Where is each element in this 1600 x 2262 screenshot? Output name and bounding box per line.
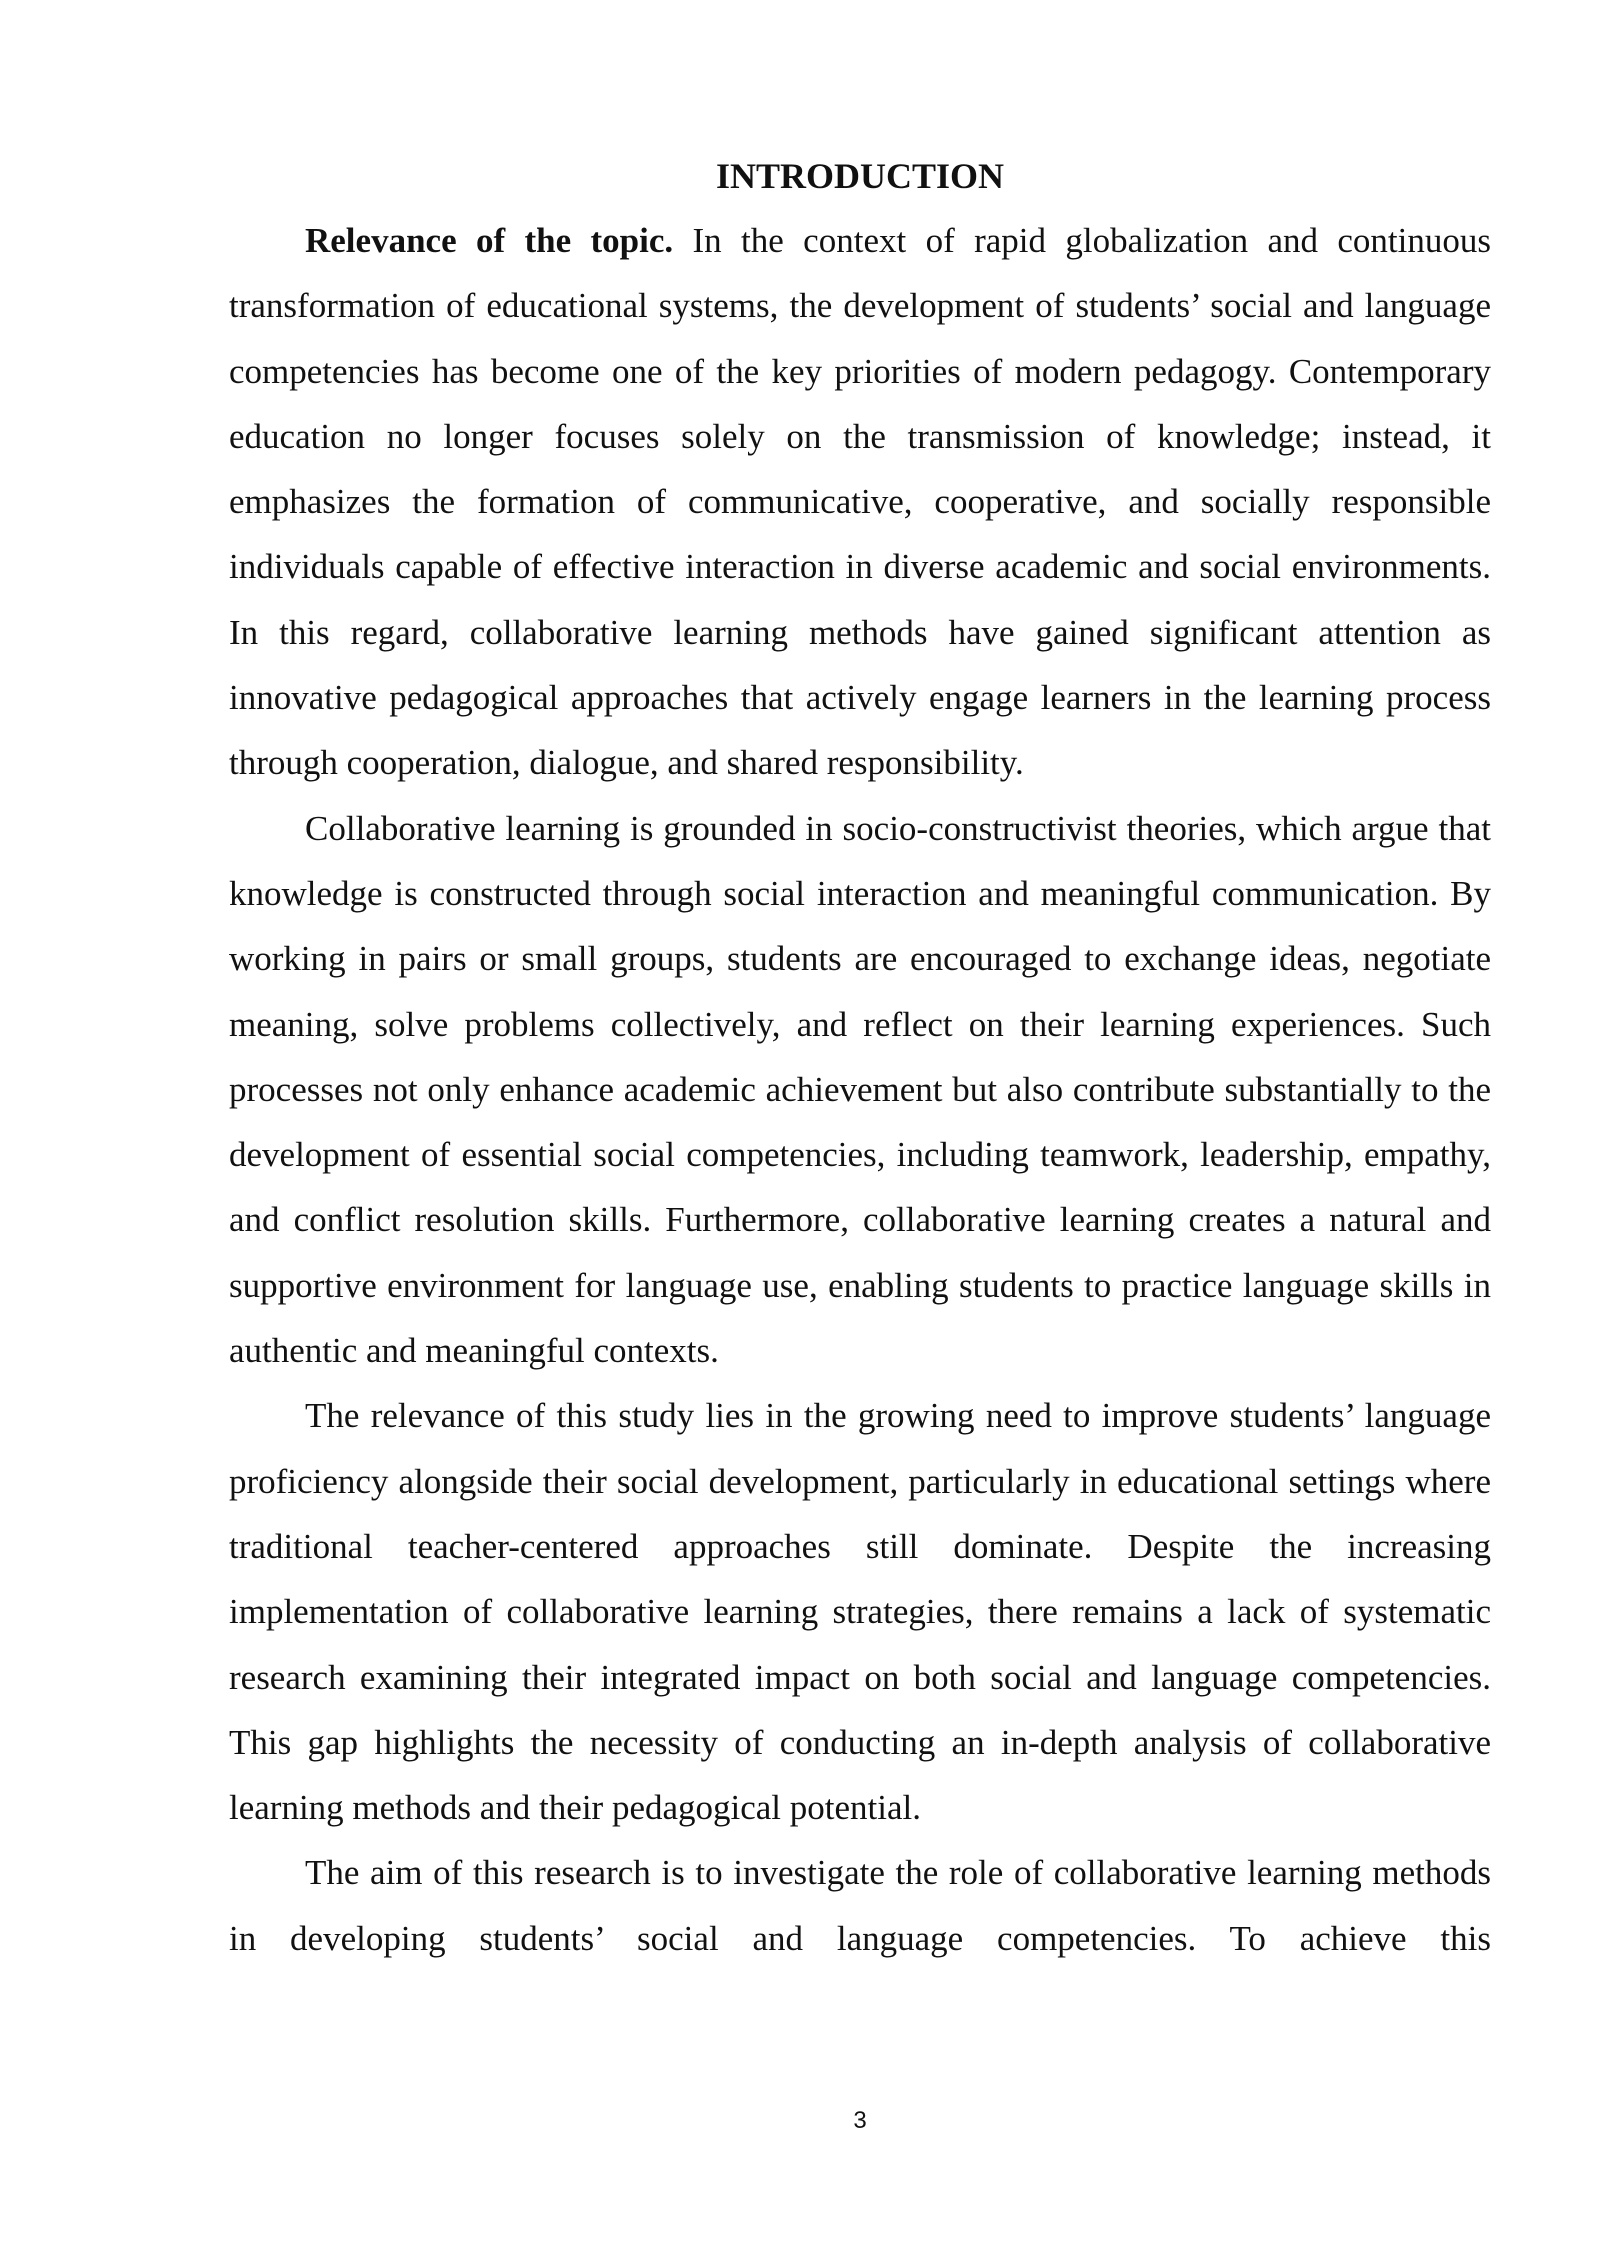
- paragraph-study-relevance: The relevance of this study lies in the growing need to improve students’ language proficiency alongside their social development, particularly in educational settings where traditional teacher-centered approaches still dominate. Despite the increasing implementation of collaborative learning strategies, there remains a lack of systematic research examining their integrated impact on both social and language competencies. This gap highlights the necessity of conducting an in-depth analysis of collaborative learning methods and their pedagogical potential.: [229, 1396, 1491, 1828]
- paragraph-research-aim: The aim of this research is to investigate the role of collaborative learning methods in developing students’ social and language competencies. To achieve this: [229, 1853, 1491, 1958]
- paragraph-collaborative-learning: Collaborative learning is grounded in socio-constructivist theories, which argue that knowledge is constructed through social interaction and meaningful communication. By working in pairs or small groups, students are encouraged to exchange ideas, negotiate meaning, solve problems collectively, and reflect on their learning experiences. Such processes not only enhance academic achievement but also contribute substantially to the development of essential social competencies, including teamwork, leadership, empathy, and conflict resolution skills. Furthermore, collaborative learning creates a natural and supportive environment for language use, enabling students to practice language skills in authentic and meaningful contexts.: [229, 808, 1491, 1371]
- paragraph-relevance: [229, 208, 1491, 796]
- paragraph-lead: Relevance of the topic.: [305, 221, 674, 260]
- body-text: [229, 208, 1491, 1971]
- section-heading: INTRODUCTION: [715, 156, 1005, 196]
- document-page: [229, 0, 1491, 2262]
- paragraph-text: In the context of rapid globalization and continuous transformation of educational systems, the development of students’ social and language competencies has become one of the key priorities of modern pedagogy. Contemporary education no longer focuses solely on the transmission of knowledge; instead, it emphasizes the formation of communicative, cooperative, and socially responsible individuals capable of effective interaction in diverse academic and social environments. In this regard, collaborative learning methods have gained significant attention as innovative pedagogical approaches that actively engage learners in the learning process through cooperation, dialogue, and shared responsibility.: [229, 221, 1491, 783]
- page-number: 3: [853, 2107, 867, 2134]
